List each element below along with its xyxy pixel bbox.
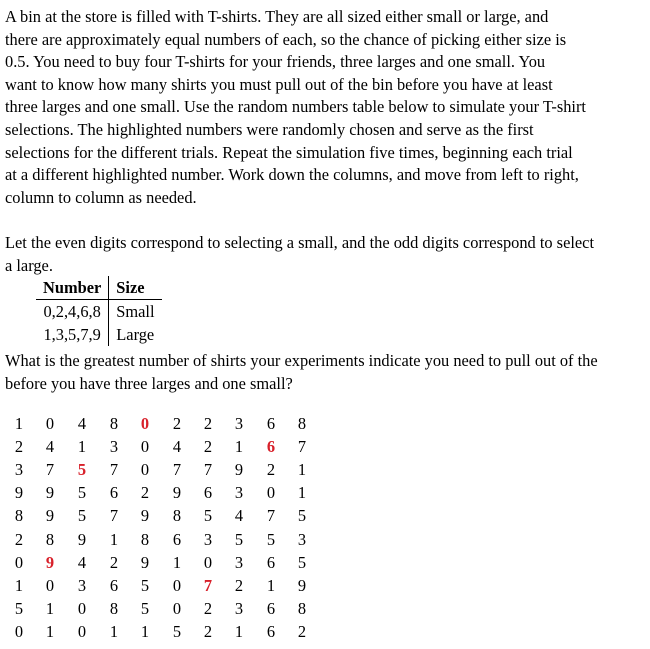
random-digit: 0 (77, 598, 87, 618)
question-text (5, 349, 650, 395)
random-digit: 0 (203, 552, 213, 572)
random-digit: 3 (14, 460, 24, 480)
random-digit: 8 (297, 598, 307, 618)
random-digit: 6 (266, 598, 276, 618)
random-digit: 7 (109, 460, 119, 480)
random-digit: 9 (45, 506, 55, 526)
random-digit: 1 (45, 621, 55, 641)
random-digit: 7 (297, 437, 307, 457)
random-digit: 4 (234, 506, 244, 526)
intro-line: column to column as needed. (5, 187, 197, 207)
random-digit: 4 (77, 414, 87, 433)
random-digit: 8 (14, 506, 24, 526)
random-digit: 0 (140, 437, 150, 457)
random-digit: 6 (266, 414, 276, 433)
intro-line: selections. The highlighted numbers were randomly chosen and serve as the first (5, 119, 534, 139)
random-digit: 8 (140, 529, 150, 549)
random-digit: 5 (266, 529, 276, 549)
even-digits-cell: 0,2,4,6,8 (36, 300, 109, 324)
random-digit: 1 (109, 529, 119, 549)
small-size-cell: Small (116, 302, 155, 321)
random-digit: 3 (234, 598, 244, 618)
random-digit: 5 (234, 529, 244, 549)
random-digit: 2 (140, 483, 150, 503)
random-digit: 5 (140, 598, 150, 618)
random-digit: 9 (172, 483, 182, 503)
intro-line: three larges and one small. Use the random numbers table below to simulate your T-shirt (5, 97, 586, 117)
random-digit: 5 (203, 506, 213, 526)
random-digit: 1 (266, 575, 276, 595)
size-table-header (36, 276, 162, 300)
intro-line: want to know how many shirts you must pull out of the bin before you have at least (5, 74, 553, 94)
digit-mapping-text (5, 231, 650, 277)
random-digit: 1 (45, 598, 55, 618)
random-digit: 6 (266, 621, 276, 641)
random-digit: 7 (45, 460, 55, 480)
random-digit: 1 (297, 460, 307, 480)
random-digit: 3 (234, 414, 244, 433)
random-digit: 0 (266, 483, 276, 503)
highlighted-digit: 0 (140, 414, 150, 433)
random-digit: 5 (140, 575, 150, 595)
random-digit: 2 (14, 529, 24, 549)
random-digit: 0 (77, 621, 87, 641)
mapping-line: Let the even digits correspond to selecting a small, and the odd digits correspond to select (5, 233, 594, 252)
intro-line: A bin at the store is filled with T-shirts. They are all sized either small or large, and (5, 7, 549, 26)
problem-intro (5, 6, 645, 209)
random-digit: 1 (297, 483, 307, 503)
size-header: Size (109, 276, 162, 300)
random-digit: 4 (45, 437, 55, 457)
random-digit: 8 (109, 414, 119, 433)
random-digit: 6 (203, 483, 213, 503)
random-digit: 7 (172, 460, 182, 480)
random-digit: 1 (172, 552, 182, 572)
random-digit: 4 (172, 437, 182, 457)
random-digit: 7 (203, 460, 213, 480)
random-digit: 5 (297, 506, 307, 526)
random-digit: 1 (14, 575, 24, 595)
random-digit: 5 (77, 506, 87, 526)
random-digit: 5 (297, 552, 307, 572)
random-digit: 9 (234, 460, 244, 480)
random-digit: 5 (172, 621, 182, 641)
random-digit: 7 (266, 506, 276, 526)
random-digit: 6 (266, 552, 276, 572)
random-digit: 3 (77, 575, 87, 595)
random-digit: 9 (14, 483, 24, 503)
random-digit: 2 (266, 460, 276, 480)
random-digit: 8 (297, 414, 307, 433)
intro-line: 0.5. You need to buy four T-shirts for your friends, three larges and one small. You (5, 52, 546, 72)
random-digit: 8 (45, 529, 55, 549)
random-digit: 0 (14, 621, 24, 641)
random-digit: 0 (14, 552, 24, 572)
random-digit: 2 (203, 414, 213, 433)
highlighted-digit: 9 (45, 552, 55, 572)
large-size-cell: Large (116, 325, 155, 344)
random-digit: 6 (109, 575, 119, 595)
random-digit: 2 (14, 437, 24, 457)
random-digit: 0 (172, 575, 182, 595)
question-line: What is the greatest number of shirts your experiments indicate you need to pull out of the (5, 351, 598, 370)
question-line: before you have three larges and one small? (5, 374, 293, 393)
random-digit: 3 (109, 437, 119, 457)
random-digit: 0 (172, 598, 182, 618)
intro-line: selections for the different trials. Repeat the simulation five times, beginning each trial (5, 142, 573, 162)
random-digit: 1 (140, 621, 150, 641)
size-table-row (36, 323, 162, 346)
intro-line: there are approximately equal numbers of each, so the chance of picking either size is (5, 29, 567, 49)
random-digit: 6 (172, 529, 182, 549)
random-digit: 3 (297, 529, 307, 549)
random-digit: 3 (203, 529, 213, 549)
random-digit: 6 (109, 483, 119, 503)
random-digit: 0 (45, 575, 55, 595)
random-digit: 7 (109, 506, 119, 526)
highlighted-digit: 6 (266, 437, 276, 457)
intro-line: at a different highlighted number. Work down the columns, and move from left to right, (5, 165, 579, 185)
random-digit: 1 (14, 414, 24, 433)
random-digit: 5 (77, 483, 87, 503)
size-mapping-table (36, 276, 162, 346)
random-digit: 9 (140, 552, 150, 572)
random-digit: 9 (45, 483, 55, 503)
random-digit: 0 (140, 460, 150, 480)
random-digit: 8 (109, 598, 119, 618)
odd-digits-cell: 1,3,5,7,9 (36, 323, 109, 346)
random-digit: 8 (172, 506, 182, 526)
random-digit: 9 (77, 529, 87, 549)
random-digit: 9 (297, 575, 307, 595)
random-digit: 2 (203, 437, 213, 457)
random-digit: 3 (234, 552, 244, 572)
random-digit: 0 (45, 414, 55, 433)
random-digit: 2 (297, 621, 307, 641)
size-table-row (36, 300, 162, 324)
random-digit: 1 (77, 437, 87, 457)
random-digit: 4 (77, 552, 87, 572)
random-digit: 1 (234, 437, 244, 457)
random-digit: 3 (234, 483, 244, 503)
random-digit: 2 (203, 598, 213, 618)
random-digit: 5 (14, 598, 24, 618)
random-digit: 9 (140, 506, 150, 526)
highlighted-digit: 7 (203, 575, 213, 595)
random-digit: 1 (109, 621, 119, 641)
highlighted-digit: 5 (77, 460, 87, 480)
random-digit: 2 (172, 414, 182, 433)
number-header: Number (36, 276, 109, 300)
random-digit: 2 (234, 575, 244, 595)
mapping-line: a large. (5, 256, 53, 275)
random-digit: 2 (109, 552, 119, 572)
random-digit: 2 (203, 621, 213, 641)
random-digit: 1 (234, 621, 244, 641)
